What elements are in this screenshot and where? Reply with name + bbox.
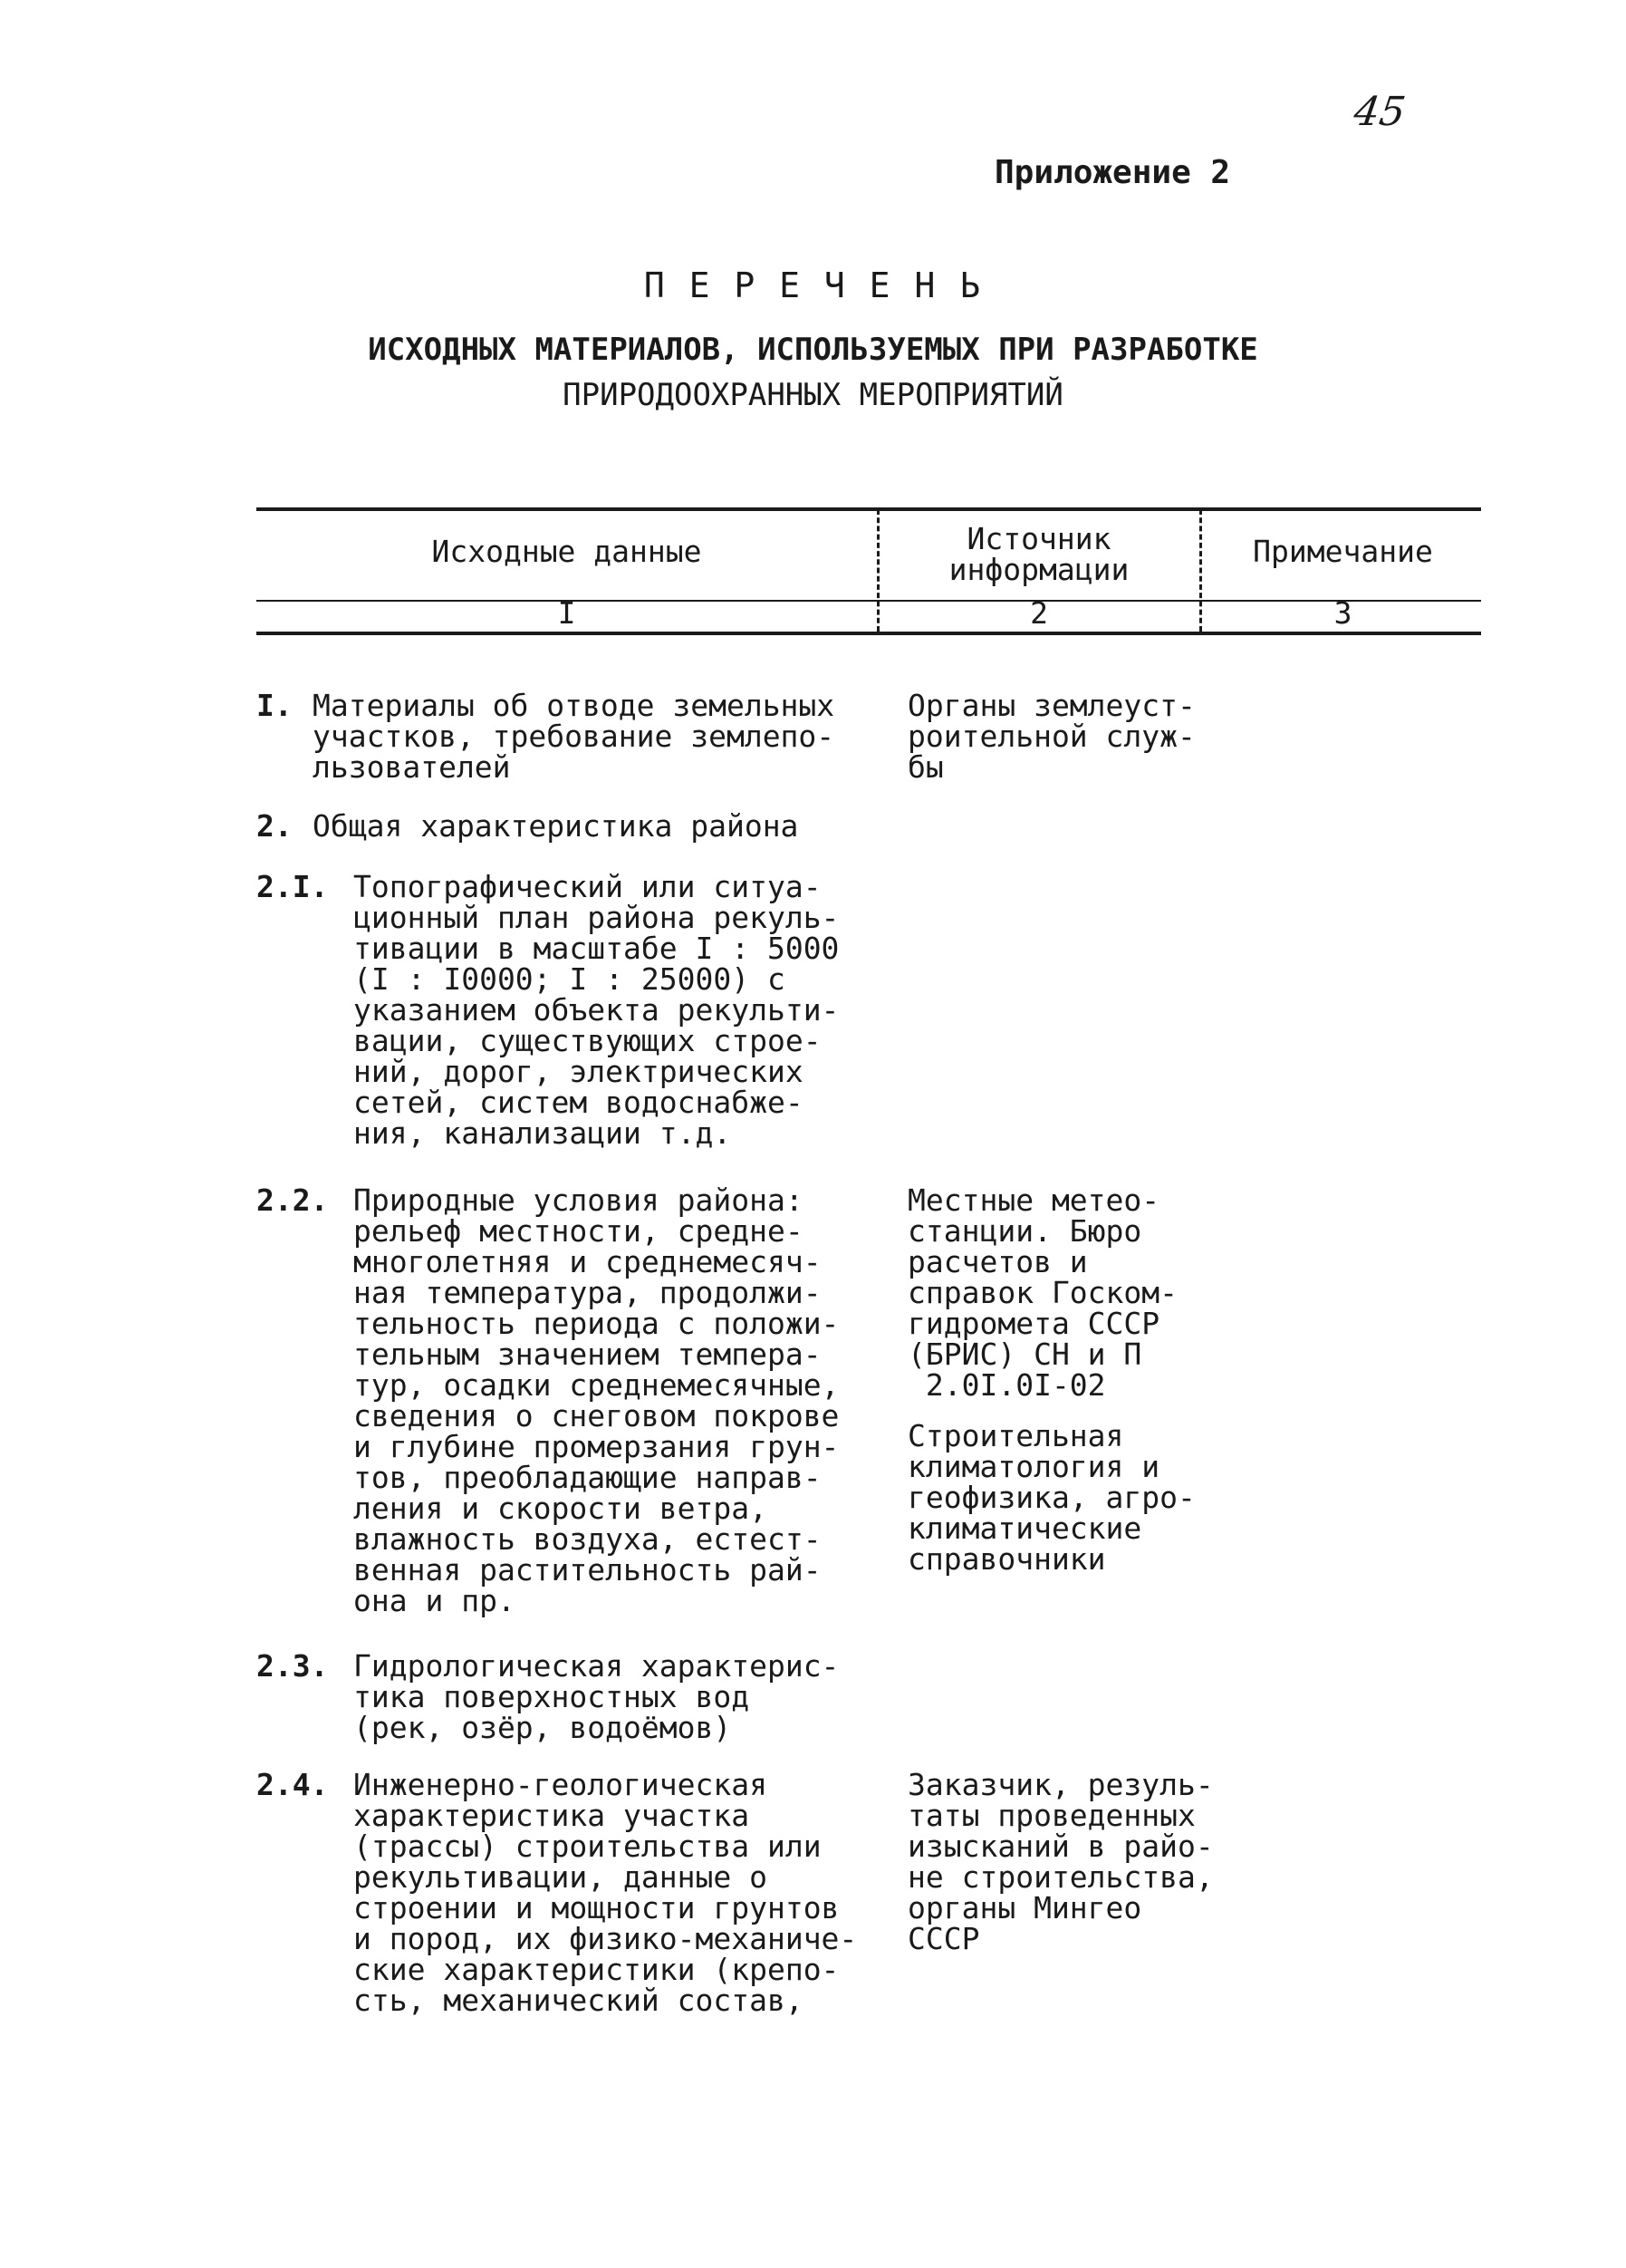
row-source: Заказчик, резуль- таты проведенных изысканий в райо- не строительства, органы Мингео СССР [908,1767,1214,1956]
column-number: I [557,595,576,631]
row-number: 2. [256,808,293,844]
table-numbers-rule [256,632,1481,635]
appendix-label: Приложение 2 [995,154,1231,191]
row-source-secondary: Строительная климатология и геофизика, агро- климатические справочники [908,1418,1196,1577]
document-title: П Е Р Е Ч Е Н Ь [643,265,983,305]
row-source: Местные метео- станции. Бюро расчетов и справок Госком- гидромета СССР (БРИС) СН и П 2.0I.0I-02 [908,1182,1179,1403]
header-information-source: Источник информации [948,521,1130,587]
page-number: 45 [1351,89,1409,135]
row-text: Природные условия района: рельеф местности, средне- многолетняя и среднемесяч- ная температура, продолжи- тельность периода с положи- тельным значением темпера- тур, осадки среднемесячные, сведения о снеговом покрове и глубине промерзания грун- тов, преобладающие направ- ления и скорости ветра, влажность воздуха, естест- венная растительность рай- она и пр. [353,1182,840,1618]
header-source-data: Исходные данные [431,534,702,569]
column-separator [877,509,880,632]
column-number: 3 [1333,595,1352,631]
row-text: Топографический или ситуа- ционный план района рекуль- тивации в масштабе I : 5000 (I : I0000; I : 25000) с указанием объекта рекульти- вации, существующих строе- ний, дорог, электрических сетей, систем водоснабже- ния, канализации т.д. [353,869,840,1151]
column-separator [1199,509,1202,632]
row-number: 2.3. [256,1648,329,1684]
subtitle-line-1: ИСХОДНЫХ МАТЕРИАЛОВ, ИСПОЛЬЗУЕМЫХ ПРИ РАЗРАБОТКЕ [368,332,1258,368]
header-note: Примечание [1253,534,1433,569]
subtitle-line-2: ПРИРОДООХРАННЫХ МЕРОПРИЯТИЙ [563,377,1063,413]
row-number: 2.2. [256,1182,329,1218]
row-number: 2.4. [256,1767,329,1802]
row-text: Материалы об отводе земельных участков, требование землепо- льзователей [313,688,835,785]
row-text: Общая характеристика района [313,808,799,844]
row-number: I. [256,688,293,723]
row-text: Гидрологическая характерис- тика поверхностных вод (рек, озёр, водоёмов) [353,1648,840,1745]
row-text: Инженерно-геологическая характеристика участка (трассы) строительства или рекультивации, данные о строении и мощности грунтов и пород, их физико-механиче- ские характеристики (крепо- сть, механический состав, [353,1767,858,2018]
column-number: 2 [1030,595,1048,631]
row-number: 2.I. [256,869,329,904]
table-top-rule [256,507,1481,511]
row-source: Органы землеуст- роительной служ- бы [908,688,1196,785]
